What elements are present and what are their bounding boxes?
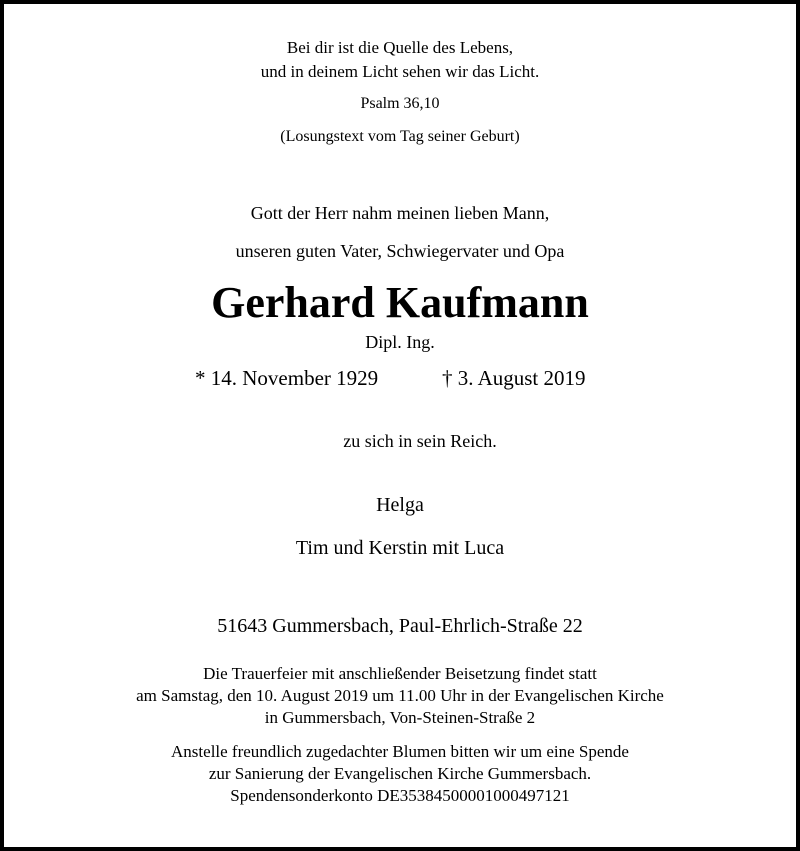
verse-line-1: Bei dir ist die Quelle des Lebens, xyxy=(286,38,514,57)
donation-account: Spendensonderkonto DE35384500001000497121 xyxy=(230,786,570,805)
birth-date: * 14. November 1929 xyxy=(195,366,379,390)
funeral-line-2: am Samstag, den 10. August 2019 um 11.00 Uhr in der Evangelischen Kirche xyxy=(136,686,664,705)
verse-reference: Psalm 36,10 xyxy=(360,95,440,112)
verse-line-2: und in deinem Licht sehen wir das Licht. xyxy=(260,62,540,81)
mourner-family: Tim und Kerstin mit Luca xyxy=(295,537,505,559)
deceased-name: Gerhard Kaufmann xyxy=(211,278,589,327)
family-address: 51643 Gummersbach, Paul-Ehrlich-Straße 22 xyxy=(217,615,583,637)
death-date: † 3. August 2019 xyxy=(442,366,586,390)
outro-line: zu sich in sein Reich. xyxy=(343,431,497,451)
funeral-line-3: in Gummersbach, Von-Steinen-Straße 2 xyxy=(264,708,536,727)
verse-note: (Losungstext vom Tag seiner Geburt) xyxy=(280,128,520,145)
intro-line-1: Gott der Herr nahm meinen lieben Mann, xyxy=(250,203,550,223)
donation-line-1: Anstelle freundlich zugedachter Blumen bitten wir um eine Spende xyxy=(171,742,629,761)
deceased-title: Dipl. Ing. xyxy=(365,332,435,352)
mourner-spouse: Helga xyxy=(376,494,424,516)
intro-line-2: unseren guten Vater, Schwiegervater und Opa xyxy=(235,241,565,261)
funeral-line-1: Die Trauerfeier mit anschließender Beisetzung findet statt xyxy=(203,664,597,683)
donation-line-2: zur Sanierung der Evangelischen Kirche Gummersbach. xyxy=(208,764,592,783)
